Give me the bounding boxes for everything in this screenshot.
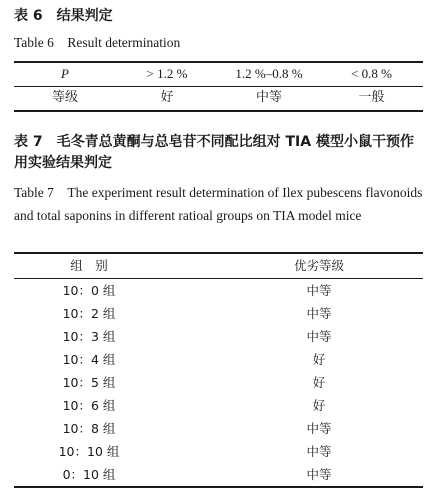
table7-group-cell: 10：8 组 <box>62 421 116 436</box>
table6-header-p: P <box>61 66 69 81</box>
table7-group-cell: 10：4 组 <box>62 352 116 367</box>
table7-group-cell: 10：6 组 <box>62 398 116 413</box>
table7-grade-cell: 中等 <box>306 421 332 436</box>
table7-header-row <box>14 254 423 277</box>
table7-group-cell: 10：2 组 <box>62 306 116 321</box>
table7-group-cell: 0：10 组 <box>62 467 116 482</box>
table7-grade-cell: 好 <box>312 398 326 413</box>
table6-cn-title: 表 6 结果判定 <box>14 8 113 24</box>
table-row <box>14 302 423 325</box>
table6-row-good: 好 <box>160 90 174 105</box>
table-row <box>14 371 423 394</box>
table-row <box>14 348 423 371</box>
table6-header-high: > 1.2 % <box>146 66 188 81</box>
table6-header-mid: 1.2 %–0.8 % <box>235 66 303 81</box>
table7-grade-cell: 好 <box>312 352 326 367</box>
table-row <box>14 417 423 440</box>
table-row <box>14 279 423 302</box>
table7-grade-cell: 好 <box>312 375 326 390</box>
table7-grade-cell: 中等 <box>306 329 332 344</box>
table7-grade-cell: 中等 <box>306 283 332 298</box>
table7-header-grade: 优劣等级 <box>293 258 344 273</box>
table7-group-cell: 10：5 组 <box>62 375 116 390</box>
table-row <box>14 325 423 348</box>
table-row <box>14 440 423 463</box>
table6-row-medium: 中等 <box>255 90 282 105</box>
table7-grade-cell: 中等 <box>306 444 332 459</box>
table6-row-general: 一般 <box>358 90 385 105</box>
table7-bottom-rule <box>14 486 423 488</box>
table7-cn-title: 表 7 毛冬青总黄酮与总皂苷不同配比组对 TIA 模型小鼠干预作用实验结果判定 <box>14 134 414 171</box>
table6-en-title: Table 6 Result determination <box>14 35 181 50</box>
table7-grade-cell: 中等 <box>306 467 332 482</box>
table7-header-group: 组 别 <box>70 258 108 273</box>
table7-en-title: Table 7 The experiment result determination of Ilex pubescens flavonoids and total saponins in different ratioal groups on TIA model mice <box>14 185 423 223</box>
table7-group-cell: 10：3 组 <box>62 329 116 344</box>
table6-row-label: 等级 <box>51 90 78 105</box>
table7-group-cell: 10：10 组 <box>58 444 120 459</box>
table6-bottom-rule <box>14 110 423 112</box>
table7-grade-cell: 中等 <box>306 306 332 321</box>
table-row <box>14 394 423 417</box>
table-row <box>14 463 423 486</box>
table7-group-cell: 10：0 组 <box>62 283 116 298</box>
table6-header-low: < 0.8 % <box>351 66 392 81</box>
